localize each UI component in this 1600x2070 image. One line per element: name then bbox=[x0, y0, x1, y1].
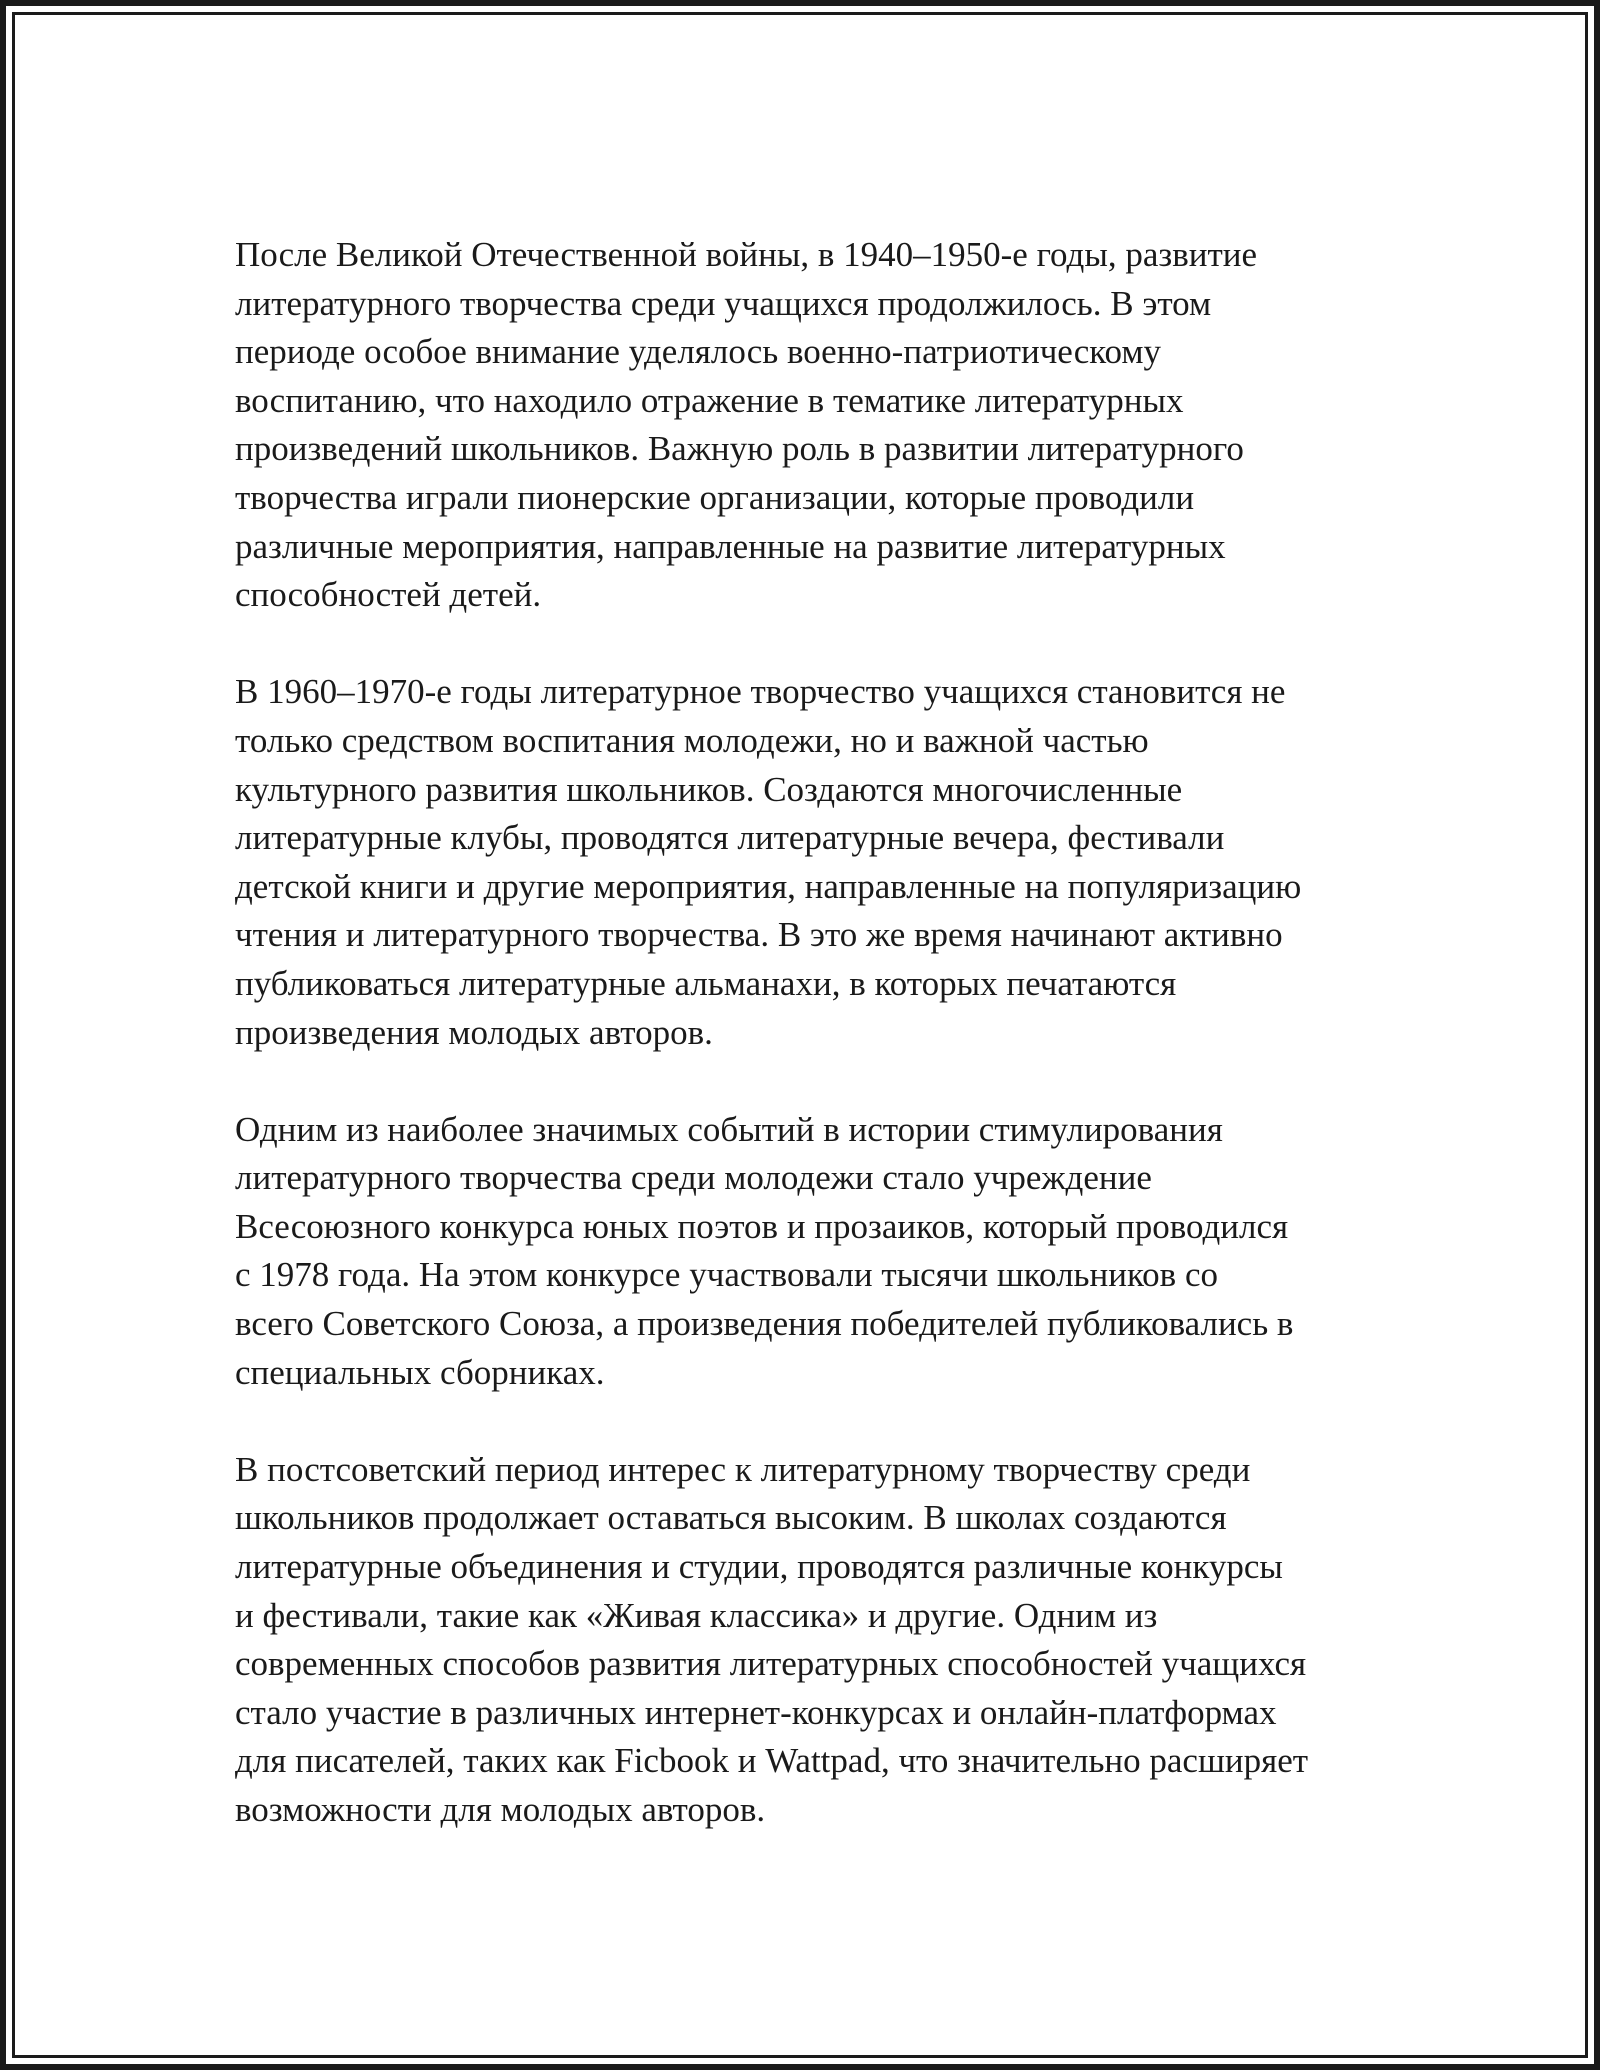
text-line: После Великой Отечественной войны, в 1940–1950-е годы, развитие bbox=[235, 235, 1258, 274]
text-line: Одним из наиболее значимых событий в истории стимулирования bbox=[235, 1109, 1223, 1149]
text-line: возможности для молодых авторов. bbox=[235, 1790, 766, 1829]
text-line: В 1960–1970-е годы литературное творчество учащихся становится не bbox=[235, 672, 1286, 712]
text-line: творчества играли пионерские организации, которые проводили bbox=[235, 477, 1195, 517]
text-line: литературного творчества среди учащихся продолжилось. В этом bbox=[235, 283, 1212, 323]
document-body bbox=[235, 231, 1375, 1883]
text-line: литературные клубы, проводятся литературные вечера, фестивали bbox=[235, 818, 1225, 858]
text-line: произведения молодых авторов. bbox=[235, 1012, 713, 1052]
text-line: В постсоветский период интерес к литературному творчеству среди bbox=[235, 1449, 1251, 1489]
text-line: способностей детей. bbox=[235, 575, 542, 615]
text-line: публиковаться литературные альманахи, в которых печатаются bbox=[235, 963, 1177, 1003]
text-line: современных способов развития литературных способностей учащихся bbox=[235, 1644, 1307, 1684]
text-line: произведений школьников. Важную роль в развитии литературного bbox=[235, 429, 1244, 469]
text-line: литературного творчества среди молодежи стало учреждение bbox=[235, 1158, 1152, 1198]
text-line: культурного развития школьников. Создаются многочисленные bbox=[235, 769, 1183, 809]
text-line: стало участие в различных интернет-конкурсах и онлайн-платформах bbox=[235, 1692, 1277, 1732]
text-line: всего Советского Союза, а произведения победителей публиковались в bbox=[235, 1304, 1294, 1344]
text-line: периоде особое внимание уделялось военно-патриотическому bbox=[235, 332, 1161, 372]
text-line: только средством воспитания молодежи, но и важной частью bbox=[235, 720, 1149, 760]
paragraph-2 bbox=[235, 668, 1375, 1057]
text-line: и фестивали, такие как «Живая классика» и другие. Одним из bbox=[235, 1595, 1158, 1635]
text-line: воспитанию, что находило отражение в тематике литературных bbox=[235, 380, 1184, 420]
text-line: чтения и литературного творчества. В это же время начинают активно bbox=[235, 915, 1283, 955]
text-line: различные мероприятия, направленные на развитие литературных bbox=[235, 526, 1226, 566]
text-line: школьников продолжает оставаться высоким. В школах создаются bbox=[235, 1498, 1227, 1538]
text-line: литературные объединения и студии, проводятся различные конкурсы bbox=[235, 1547, 1283, 1587]
text-line: с 1978 года. На этом конкурсе участвовали тысячи школьников со bbox=[235, 1255, 1218, 1295]
paragraph-3 bbox=[235, 1106, 1375, 1398]
paragraph-1 bbox=[235, 231, 1375, 620]
paragraph-4 bbox=[235, 1446, 1375, 1835]
text-line: специальных сборниках. bbox=[235, 1352, 605, 1392]
text-line: детской книги и другие мероприятия, направленные на популяризацию bbox=[235, 866, 1302, 906]
text-line: для писателей, таких как Ficbook и Wattpad, что значительно расширяет bbox=[235, 1741, 1309, 1781]
text-line: Всесоюзного конкурса юных поэтов и прозаиков, который проводился bbox=[235, 1206, 1289, 1246]
